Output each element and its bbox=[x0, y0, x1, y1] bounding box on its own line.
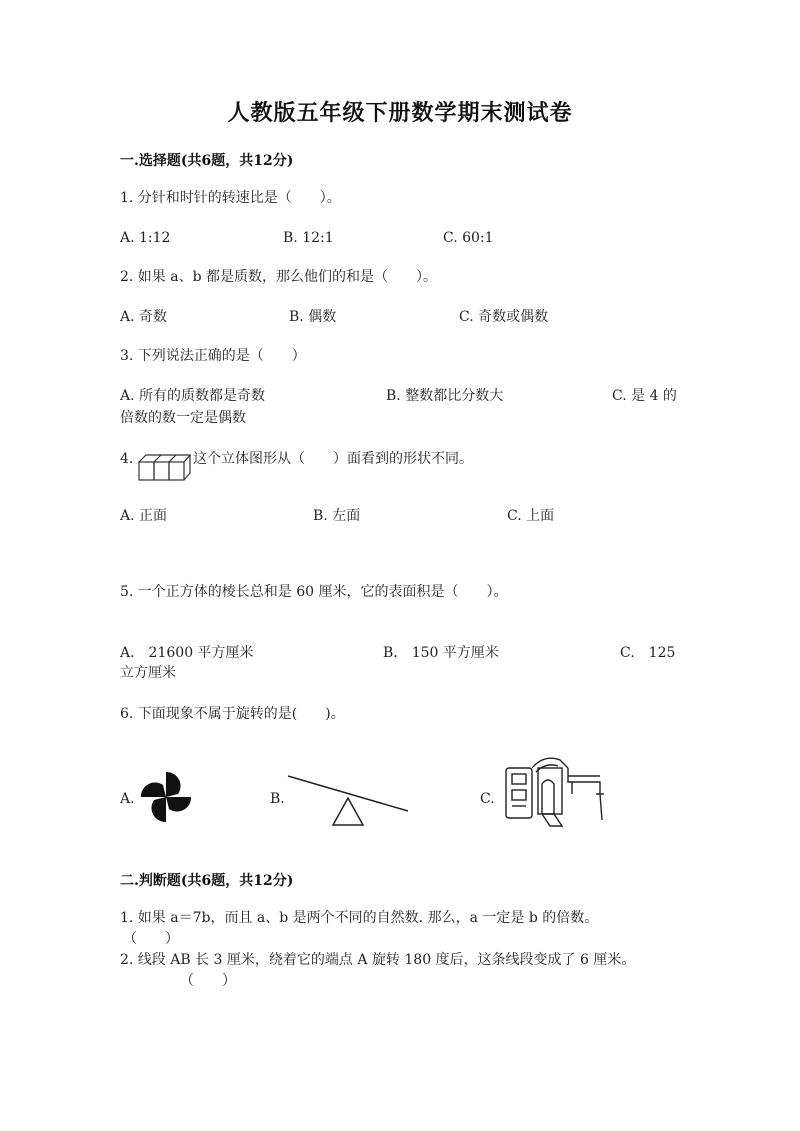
three-cubes-in-row-icon bbox=[137, 448, 191, 484]
q5-option-c-continued: 立方厘米 bbox=[120, 665, 176, 681]
question-4-text: 这个立体图形从（ ）面看到的形状不同。 bbox=[193, 451, 473, 467]
q2-option-b: B. 偶数 bbox=[289, 309, 337, 325]
q1-option-a: A. 1:12 bbox=[120, 230, 171, 246]
q1-option-b: B. 12:1 bbox=[283, 230, 334, 246]
question-5-text: 5. 一个正方体的棱长总和是 60 厘米，它的表面积是（ ）。 bbox=[120, 584, 508, 600]
q2-option-c: C. 奇数或偶数 bbox=[459, 309, 549, 325]
seesaw-icon bbox=[286, 773, 410, 829]
judgement-1-text: 1. 如果 a＝7b，而且 a、b 是两个不同的自然数. 那么，a 一定是 b 的倍数。 bbox=[120, 910, 599, 926]
q3-option-b: B. 整数都比分数大 bbox=[386, 388, 504, 404]
judgement-2-answer-blank: （ ） bbox=[180, 973, 236, 989]
q4-option-c: C. 上面 bbox=[507, 508, 555, 524]
q5-option-b: B. 150 平方厘米 bbox=[383, 645, 499, 661]
section-heading-choice: 一.选择题(共6题，共12分) bbox=[120, 153, 294, 169]
q6-option-b: B. bbox=[270, 791, 285, 807]
playground-slide-icon bbox=[502, 754, 606, 830]
q1-option-c: C. 60:1 bbox=[443, 230, 494, 246]
q2-option-a: A. 奇数 bbox=[120, 309, 168, 325]
page-title: 人教版五年级下册数学期末测试卷 bbox=[227, 100, 573, 126]
q3-option-c-continued: 倍数的数一定是偶数 bbox=[120, 410, 246, 426]
q4-option-b: B. 左面 bbox=[313, 508, 361, 524]
q3-option-a: A. 所有的质数都是奇数 bbox=[120, 388, 266, 404]
q4-option-a: A. 正面 bbox=[120, 508, 168, 524]
q5-option-a: A. 21600 平方厘米 bbox=[120, 645, 254, 661]
judgement-1-answer-blank: （ ） bbox=[123, 931, 179, 947]
q6-option-c: C. bbox=[480, 791, 495, 807]
judgement-2-text: 2. 线段 AB 长 3 厘米，绕着它的端点 A 旋转 180 度后，这条线段变成了 6 厘米。 bbox=[120, 952, 636, 968]
q6-option-a: A. bbox=[120, 791, 135, 807]
question-2-text: 2. 如果 a、b 都是质数，那么他们的和是（ ）。 bbox=[120, 269, 438, 285]
question-1-text: 1. 分针和时针的转速比是（ ）。 bbox=[120, 190, 341, 206]
section-heading-judgement: 二.判断题(共6题，共12分) bbox=[120, 873, 294, 889]
pinwheel-icon bbox=[138, 770, 194, 824]
question-3-text: 3. 下列说法正确的是（ ） bbox=[120, 348, 306, 364]
question-4-number: 4. bbox=[120, 451, 134, 467]
question-6-text: 6. 下面现象不属于旋转的是( )。 bbox=[120, 706, 345, 722]
q5-option-c: C. 125 bbox=[620, 645, 676, 661]
q3-option-c: C. 是 4 的 bbox=[612, 388, 677, 404]
